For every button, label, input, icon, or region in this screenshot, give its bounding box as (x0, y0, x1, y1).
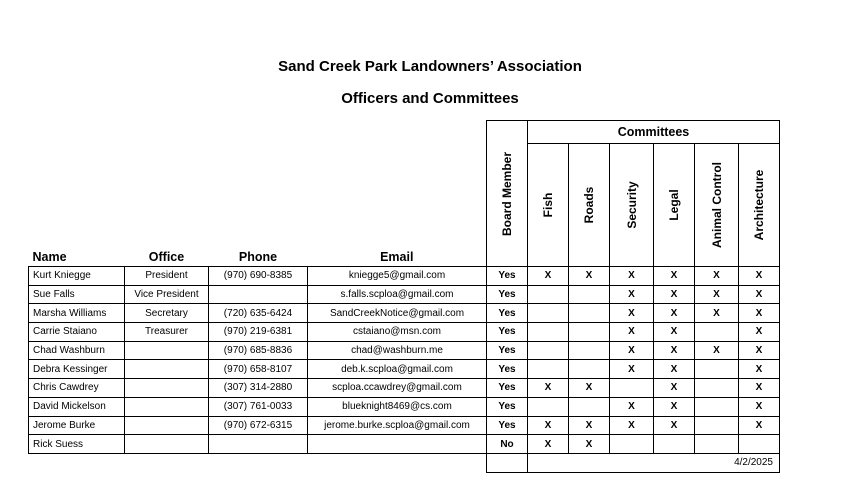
table-row (29, 360, 780, 379)
cell-office: Vice President (125, 285, 209, 304)
cell-email: scploa.ccawdrey@gmail.com (308, 379, 487, 398)
cell-phone: (307) 314-2880 (209, 379, 308, 398)
cell-office (125, 341, 209, 360)
cell-committee-roads (569, 304, 610, 323)
cell-board-member: Yes (487, 416, 528, 435)
table-row (29, 397, 780, 416)
cell-email: s.falls.scploa@gmail.com (308, 285, 487, 304)
cell-committee-animal-control (695, 379, 739, 398)
cell-phone: (970) 690-8385 (209, 267, 308, 286)
cell-committee-legal: X (654, 267, 695, 286)
header-email: Email (380, 250, 414, 264)
cell-office: Secretary (125, 304, 209, 323)
document-subtitle: Officers and Committees (341, 90, 519, 107)
cell-committee-legal: X (654, 323, 695, 342)
cell-committee-architecture: X (739, 323, 780, 342)
cell-committee-architecture: X (739, 304, 780, 323)
cell-name: David Mickelson (29, 397, 125, 416)
cell-phone: (970) 672-6315 (209, 416, 308, 435)
cell-committee-legal: X (654, 285, 695, 304)
cell-phone: (970) 219-6381 (209, 323, 308, 342)
cell-email: SandCreekNotice@gmail.com (308, 304, 487, 323)
cell-email: cstaiano@msn.com (308, 323, 487, 342)
cell-email: deb.k.scploa@gmail.com (308, 360, 487, 379)
cell-office (125, 360, 209, 379)
cell-committee-legal: X (654, 397, 695, 416)
cell-office (125, 435, 209, 454)
cell-committee-animal-control: X (695, 341, 739, 360)
cell-committee-animal-control (695, 435, 739, 454)
cell-committee-roads: X (569, 379, 610, 398)
cell-name: Rick Suess (29, 435, 125, 454)
cell-committee-security (610, 435, 654, 454)
cell-name: Chris Cawdrey (29, 379, 125, 398)
header-office: Office (148, 250, 185, 264)
cell-committee-fish (528, 360, 569, 379)
cell-committee-security: X (610, 285, 654, 304)
cell-board-member: Yes (487, 323, 528, 342)
cell-committee-architecture: X (739, 341, 780, 360)
cell-phone: (970) 658-8107 (209, 360, 308, 379)
cell-committee-roads (569, 341, 610, 360)
cell-committee-security: X (610, 360, 654, 379)
cell-committee-legal: X (654, 360, 695, 379)
cell-committee-fish: X (528, 416, 569, 435)
cell-committee-roads (569, 360, 610, 379)
header-committee-animal-control: Animal Control (695, 144, 739, 267)
cell-committee-architecture: X (739, 416, 780, 435)
table-row (29, 267, 780, 286)
cell-committee-roads (569, 285, 610, 304)
cell-name: Kurt Kniegge (29, 267, 125, 286)
cell-email (308, 435, 487, 454)
cell-email: jerome.burke.scploa@gmail.com (308, 416, 487, 435)
cell-committee-security: X (610, 267, 654, 286)
cell-committee-roads: X (569, 267, 610, 286)
cell-committee-fish (528, 341, 569, 360)
cell-committee-fish (528, 285, 569, 304)
cell-committee-animal-control (695, 360, 739, 379)
cell-committee-security: X (610, 304, 654, 323)
cell-committee-architecture: X (739, 379, 780, 398)
cell-committee-roads (569, 397, 610, 416)
cell-name: Carrie Staiano (29, 323, 125, 342)
cell-email: kniegge5@gmail.com (308, 267, 487, 286)
header-board-member: Board Member (487, 121, 528, 267)
cell-committee-architecture: X (739, 360, 780, 379)
cell-committee-architecture: X (739, 397, 780, 416)
document-date: 4/2/2025 (528, 453, 780, 472)
cell-committee-architecture: X (739, 285, 780, 304)
cell-committee-security: X (610, 397, 654, 416)
cell-email: chad@washburn.me (308, 341, 487, 360)
cell-office: Treasurer (125, 323, 209, 342)
cell-office: President (125, 267, 209, 286)
table-row (29, 435, 780, 454)
cell-committee-animal-control (695, 397, 739, 416)
cell-committee-fish (528, 397, 569, 416)
cell-committee-security (610, 379, 654, 398)
document-title: Sand Creek Park Landowners’ Association (278, 58, 582, 75)
cell-committee-fish: X (528, 379, 569, 398)
cell-committee-roads (569, 323, 610, 342)
cell-committee-animal-control (695, 416, 739, 435)
cell-committee-animal-control: X (695, 267, 739, 286)
cell-committee-legal (654, 435, 695, 454)
cell-name: Debra Kessinger (29, 360, 125, 379)
cell-committee-animal-control: X (695, 285, 739, 304)
header-committee-legal: Legal (654, 144, 695, 267)
cell-committee-legal: X (654, 416, 695, 435)
cell-phone (209, 435, 308, 454)
cell-board-member: Yes (487, 341, 528, 360)
cell-board-member: Yes (487, 285, 528, 304)
cell-committee-legal: X (654, 341, 695, 360)
cell-office (125, 379, 209, 398)
cell-committee-animal-control (695, 323, 739, 342)
cell-board-member: Yes (487, 360, 528, 379)
cell-committee-architecture (739, 435, 780, 454)
cell-name: Chad Washburn (29, 341, 125, 360)
table-row (29, 416, 780, 435)
header-committee-security: Security (610, 144, 654, 267)
cell-committee-security: X (610, 323, 654, 342)
cell-committee-fish (528, 304, 569, 323)
cell-office (125, 397, 209, 416)
cell-phone (209, 285, 308, 304)
cell-committee-legal: X (654, 304, 695, 323)
header-name: Name (32, 250, 67, 264)
cell-phone: (720) 635-6424 (209, 304, 308, 323)
table-row (29, 379, 780, 398)
cell-email: blueknight8469@cs.com (308, 397, 487, 416)
cell-name: Marsha Williams (29, 304, 125, 323)
cell-committee-security: X (610, 416, 654, 435)
header-committee-roads: Roads (569, 144, 610, 267)
cell-board-member: Yes (487, 397, 528, 416)
cell-board-member: Yes (487, 304, 528, 323)
cell-committee-fish: X (528, 267, 569, 286)
officers-table (28, 120, 780, 473)
cell-committee-fish: X (528, 435, 569, 454)
cell-committee-security: X (610, 341, 654, 360)
cell-phone: (970) 685-8836 (209, 341, 308, 360)
table-row (29, 341, 780, 360)
header-committee-architecture: Architecture (739, 144, 780, 267)
header-phone: Phone (238, 250, 278, 264)
header-committee-fish: Fish (528, 144, 569, 267)
cell-committee-fish (528, 323, 569, 342)
cell-committee-animal-control: X (695, 304, 739, 323)
cell-committee-architecture: X (739, 267, 780, 286)
cell-name: Sue Falls (29, 285, 125, 304)
cell-board-member: Yes (487, 267, 528, 286)
cell-committee-roads: X (569, 416, 610, 435)
cell-name: Jerome Burke (29, 416, 125, 435)
cell-phone: (307) 761-0033 (209, 397, 308, 416)
header-committees: Committees (528, 121, 780, 144)
cell-committee-legal: X (654, 379, 695, 398)
table-row (29, 304, 780, 323)
table-row (29, 285, 780, 304)
cell-committee-roads: X (569, 435, 610, 454)
table-row (29, 323, 780, 342)
cell-board-member: No (487, 435, 528, 454)
cell-board-member: Yes (487, 379, 528, 398)
cell-office (125, 416, 209, 435)
